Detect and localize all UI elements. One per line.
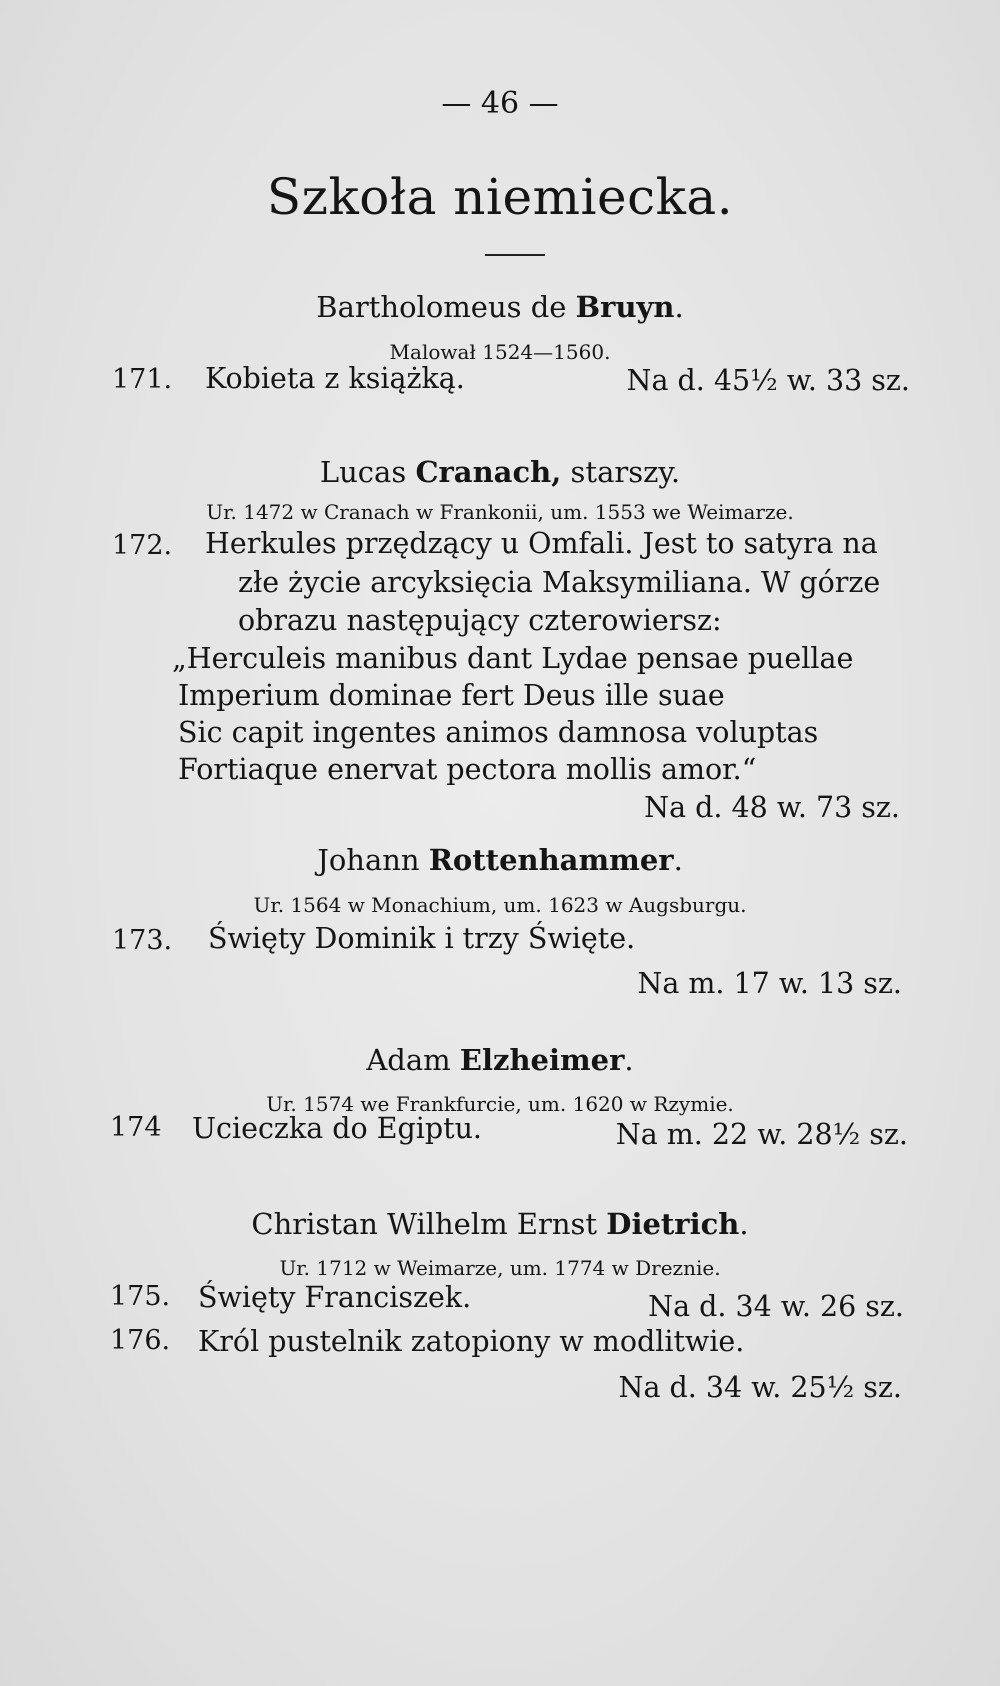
entry-text-line: złe życie arcyksięcia Maksymiliana. W górze: [238, 566, 881, 599]
entry-measure: Na m. 22 w. 28½ sz.: [615, 1118, 908, 1151]
poem-line: Imperium dominae fert Deus ille suae: [178, 679, 725, 712]
poem-line: Fortiaque enervat pectora mollis amor.“: [178, 753, 757, 786]
artist-surname: Elzheimer: [459, 1043, 625, 1077]
section-title: Szkoła niemiecka.: [266, 168, 734, 226]
artist-surname: Bruyn: [575, 290, 675, 324]
artist-heading-rottenhammer: [0, 843, 1000, 877]
artist-surname: Cranach,: [415, 455, 562, 489]
artist-given: Bartholomeus de: [316, 290, 576, 324]
artist-given: Christan Wilhelm Ernst: [251, 1207, 607, 1241]
artist-life-rottenhammer: Ur. 1564 w Monachium, um. 1623 w Augsburgu.: [253, 893, 747, 917]
poem-line: „Herculeis manibus dant Lydae pensae puellae: [172, 642, 854, 675]
entry-measure: Na d. 45½ w. 33 sz.: [626, 364, 910, 397]
artist-suffix: starszy.: [561, 455, 681, 489]
artist-given: Johann: [317, 843, 429, 877]
entry-title: Święty Franciszek.: [198, 1281, 472, 1314]
artist-suffix: .: [673, 843, 683, 877]
entry-number: 174: [110, 1112, 162, 1143]
entry-text-line: obrazu następujący czterowiersz:: [238, 604, 722, 637]
entry-title: Kobieta z książką.: [205, 362, 465, 395]
artist-suffix: .: [624, 1043, 634, 1077]
artist-heading-bruyn: [0, 290, 1000, 324]
entry-number: 175.: [110, 1281, 171, 1312]
entry-number: 171.: [112, 364, 173, 395]
entry-title: Święty Dominik i trzy Święte.: [208, 922, 636, 955]
entry-text-line: Herkules przędzący u Omfali. Jest to satyra na: [205, 527, 878, 560]
artist-surname: Rottenhammer: [428, 843, 674, 877]
artist-life-dietrich: Ur. 1712 w Weimarze, um. 1774 w Dreznie.: [279, 1256, 721, 1280]
artist-surname: Dietrich: [606, 1207, 740, 1241]
artist-given: Lucas: [319, 455, 416, 489]
artist-suffix: .: [674, 290, 684, 324]
title-rule: [485, 254, 545, 256]
artist-life-elzheimer: Ur. 1574 we Frankfurcie, um. 1620 w Rzymie.: [266, 1092, 734, 1116]
poem-line: Sic capit ingentes animos damnosa voluptas: [178, 716, 819, 749]
artist-given: Adam: [366, 1043, 460, 1077]
entry-number: 176.: [110, 1325, 171, 1356]
artist-life-cranach: Ur. 1472 w Cranach w Frankonii, um. 1553 we Weimarze.: [206, 500, 794, 524]
entry-title: Ucieczka do Egiptu.: [192, 1112, 482, 1145]
artist-heading-elzheimer: [0, 1043, 1000, 1077]
entry-measure: Na d. 48 w. 73 sz.: [644, 791, 900, 824]
entry-measure: Na d. 34 w. 26 sz.: [648, 1290, 904, 1323]
page-number: — 46 —: [441, 86, 559, 121]
entry-measure: Na d. 34 w. 25½ sz.: [618, 1371, 902, 1404]
entry-title: Król pustelnik zatopiony w modlitwie.: [198, 1325, 745, 1358]
artist-heading-dietrich: [0, 1207, 1000, 1241]
artist-suffix: .: [739, 1207, 749, 1241]
entry-number: 173.: [112, 925, 173, 956]
entry-number: 172.: [112, 530, 173, 561]
entry-measure: Na m. 17 w. 13 sz.: [637, 967, 902, 1000]
artist-life-bruyn: Malował 1524—1560.: [389, 340, 611, 364]
artist-heading-cranach: [0, 455, 1000, 489]
